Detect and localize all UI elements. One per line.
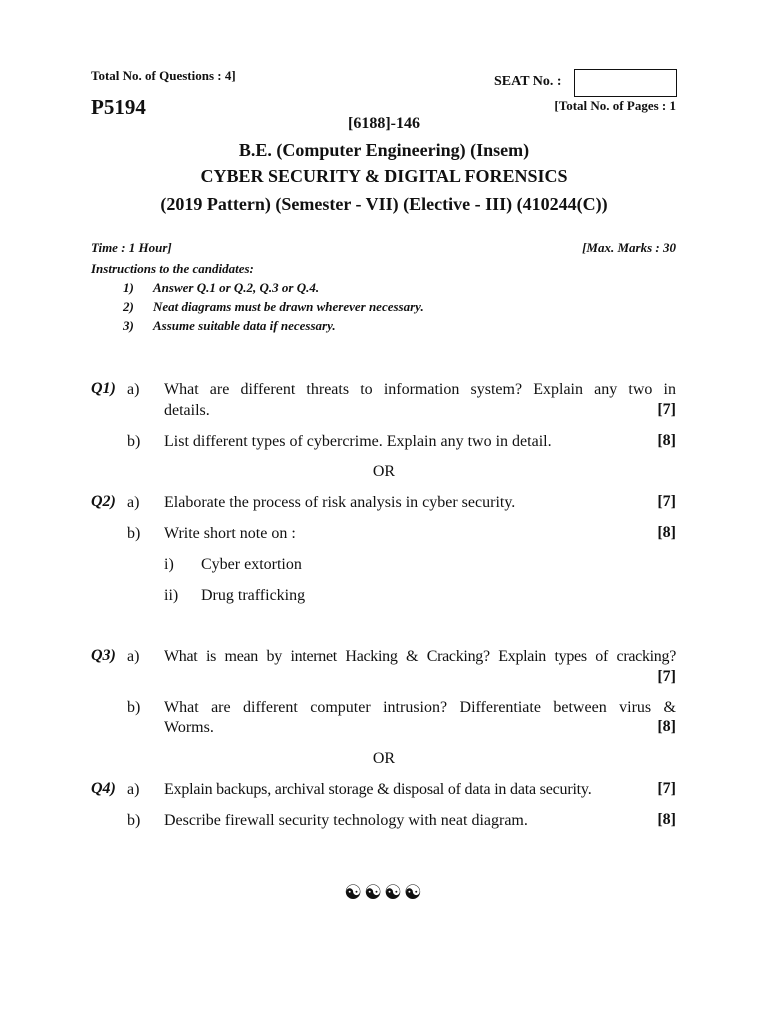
part-label: b) bbox=[127, 699, 141, 716]
question-text-q1b: List different types of cybercrime. Explain any two in detail. bbox=[164, 433, 552, 450]
part-label: a) bbox=[127, 648, 140, 665]
question-text-q2a: Elaborate the process of risk analysis in cyber security. bbox=[164, 494, 516, 511]
question-number-q1: Q1) bbox=[91, 380, 116, 397]
instructions-heading: Instructions to the candidates: bbox=[91, 261, 254, 276]
marks-q1b: [8] bbox=[657, 432, 676, 449]
marks-q3a: [7] bbox=[657, 668, 676, 685]
pattern-line: (2019 Pattern) (Semester - VII) (Elective - III) (410244(C)) bbox=[160, 194, 608, 214]
exam-code: [6188]-146 bbox=[348, 115, 420, 132]
question-number-q3: Q3) bbox=[91, 647, 116, 664]
seat-label: SEAT No. : bbox=[494, 74, 562, 89]
question-text-q1a-line1: What are different threats to information system? Explain any two in bbox=[164, 381, 676, 398]
part-label: b) bbox=[127, 812, 141, 829]
total-questions: Total No. of Questions : 4] bbox=[91, 68, 236, 83]
course-title: B.E. (Computer Engineering) (Insem) bbox=[238, 140, 530, 160]
time-allowed: Time : 1 Hour] bbox=[91, 240, 172, 255]
instruction-num: 3) bbox=[123, 318, 134, 333]
question-text-q3b-line1: What are different computer intrusion? Differentiate between virus & bbox=[164, 699, 676, 716]
question-text-q4b: Describe firewall security technology with neat diagram. bbox=[164, 812, 528, 829]
part-label: a) bbox=[127, 781, 140, 798]
instruction-text: Answer Q.1 or Q.2, Q.3 or Q.4. bbox=[153, 280, 320, 295]
instruction-text: Assume suitable data if necessary. bbox=[153, 318, 336, 333]
sub-part-text: Drug trafficking bbox=[201, 587, 306, 604]
sub-part-text: Cyber extortion bbox=[201, 556, 302, 573]
yin-yang-icon: ☯☯☯☯ bbox=[344, 882, 424, 904]
marks-q4b: [8] bbox=[657, 811, 676, 828]
question-text-q1a-line2: details. bbox=[164, 402, 210, 419]
subject-title: CYBER SECURITY & DIGITAL FORENSICS bbox=[200, 166, 568, 186]
marks-q3b: [8] bbox=[657, 718, 676, 735]
marks-q2b: [8] bbox=[657, 524, 676, 541]
part-label: b) bbox=[127, 433, 141, 450]
marks-q4a: [7] bbox=[657, 780, 676, 797]
question-text-q3a: What is mean by internet Hacking & Cracking? Explain types of cracking? bbox=[164, 648, 676, 665]
instruction-num: 1) bbox=[123, 280, 134, 295]
question-text-q4a: Explain backups, archival storage & disposal of data in data security. bbox=[164, 781, 592, 798]
question-number-q2: Q2) bbox=[91, 493, 116, 510]
marks-q2a: [7] bbox=[657, 493, 676, 510]
paper-code: P5194 bbox=[91, 95, 146, 119]
instruction-text: Neat diagrams must be drawn wherever necessary. bbox=[153, 299, 424, 314]
marks-q1a: [7] bbox=[657, 401, 676, 418]
max-marks: [Max. Marks : 30 bbox=[582, 240, 676, 255]
or-separator: OR bbox=[372, 463, 396, 480]
question-number-q4: Q4) bbox=[91, 780, 116, 797]
part-label: a) bbox=[127, 381, 140, 398]
or-separator: OR bbox=[372, 750, 396, 767]
question-text-q3b-line2: Worms. bbox=[164, 719, 214, 736]
part-label: a) bbox=[127, 494, 140, 511]
sub-part-label: i) bbox=[164, 556, 174, 573]
sub-part-label: ii) bbox=[164, 587, 179, 604]
question-text-q2b: Write short note on : bbox=[164, 525, 296, 542]
total-pages: [Total No. of Pages : 1 bbox=[554, 98, 676, 113]
instruction-num: 2) bbox=[123, 299, 134, 314]
part-label: b) bbox=[127, 525, 141, 542]
seat-number-box[interactable] bbox=[574, 69, 677, 97]
